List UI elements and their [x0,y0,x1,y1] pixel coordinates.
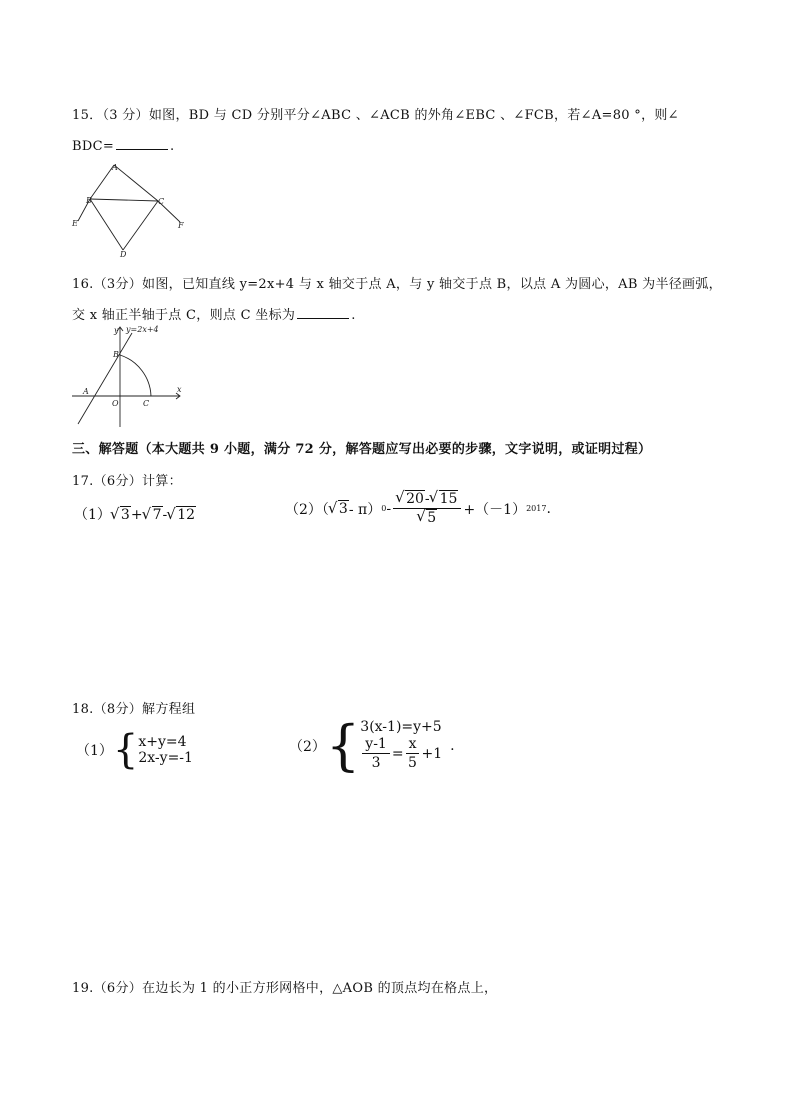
q17-p1-label: （1） [74,507,111,523]
q16-label-a: A [83,387,89,396]
q15-seg-cd [123,201,158,250]
q15-answer-blank [116,137,168,150]
q15-figure [68,158,198,260]
q17-p2-end: . [546,500,551,517]
q16-answer-blank [297,306,349,319]
q17-part2 [285,490,551,527]
q16-figure [68,321,188,429]
q15-seg-ab [90,165,114,199]
q18-p1-label: （1） [76,743,113,759]
q17-p2-label: （2）（ [285,501,329,518]
q18-p2-end: . [450,737,455,754]
q18-p1-system: { x+y=4 2x-y=-1 [112,727,193,773]
q17-p2-exp0: 0 [381,504,387,513]
q15-label-d: D [120,250,127,259]
q18-p2-eq1: 3(x-1)=y+5 [360,719,442,735]
q17-p1-sqrt2: √ 7 [143,507,163,523]
q15-seg-ac [114,165,158,201]
section3-heading: 三、解答题（本大题共 9 小题，满分 72 分，解答题应写出必要的步骤，文字说明，或证明过程） [72,442,652,457]
q17-p2-pi: - π） [348,501,382,518]
q15-line2-end: . [170,139,175,154]
q17-part1 [74,504,196,524]
q15-seg-bc [90,199,158,201]
q16-label-eq: y=2x+4 [126,325,159,334]
q16-label-x: x [177,385,182,394]
q16-line [78,333,132,424]
q17-p1-sqrt3: √ 12 [167,507,196,523]
q16-line2-end: . [351,308,356,323]
q16-label-b: B [113,350,119,359]
q17-p2-minus: - [386,500,392,517]
q18-part2 [289,713,455,777]
q17-title: 17.（6分）计算： [72,474,182,489]
q16-line2-text: 交 x 轴正半轴于点 C，则点 C 坐标为 [72,308,296,323]
q16-label-y: y [114,326,119,335]
q15-line2 [72,137,174,154]
q15-label-e: E [72,219,78,228]
q15-line2-text: BDC= [72,139,115,154]
q17-p2-exp: 2017 [526,504,547,513]
q16-label-o: O [112,399,119,408]
q15-label-a: A [112,163,118,172]
q15-seg-bd [90,199,123,250]
q17-p1-minus: - [162,507,168,523]
q15-label-b: B [86,196,92,205]
q19-line1: 19.（6分）在边长为 1 的小正方形网格中，△AOB 的顶点均在格点上， [72,981,498,996]
q15-label-c: C [158,197,165,206]
q15-line1: 15．（3 分）如图，BD 与 CD 分别平分∠ABC 、∠ACB 的外角∠EBC 、∠FCB，若∠A=80 °，则∠ [72,108,679,123]
q16-arc [120,355,151,396]
q18-p1-eq1: x+y=4 [138,734,187,750]
q15-label-f: F [178,221,184,230]
q18-part1 [76,727,193,773]
q18-p2-label: （2） [289,738,326,755]
q17-p2-sqrt3: √ 3 [329,501,349,517]
q18-title: 18.（8分）解方程组 [72,702,196,717]
q16-line1: 16.（3分）如图，已知直线 y=2x+4 与 x 轴交于点 A，与 y 轴交于点 B，以点 A 为圆心，AB 为半径画弧， [72,277,722,292]
q17-p1-sqrt1: √ 3 [111,507,131,523]
q16-label-c: C [143,399,150,408]
q17-p2-tail: +（－1） [463,501,527,518]
q17-p1-plus: + [130,507,143,523]
q18-p2-system: { 3(x-1)=y+5 $\frac{y-1}{3}$ = $\frac{x}{5}$ +1 [325,713,443,777]
q18-p1-eq2: 2x-y=-1 [138,750,193,766]
q17-p2-fraction: √ 20-√ 15 √ 5 [393,490,461,527]
